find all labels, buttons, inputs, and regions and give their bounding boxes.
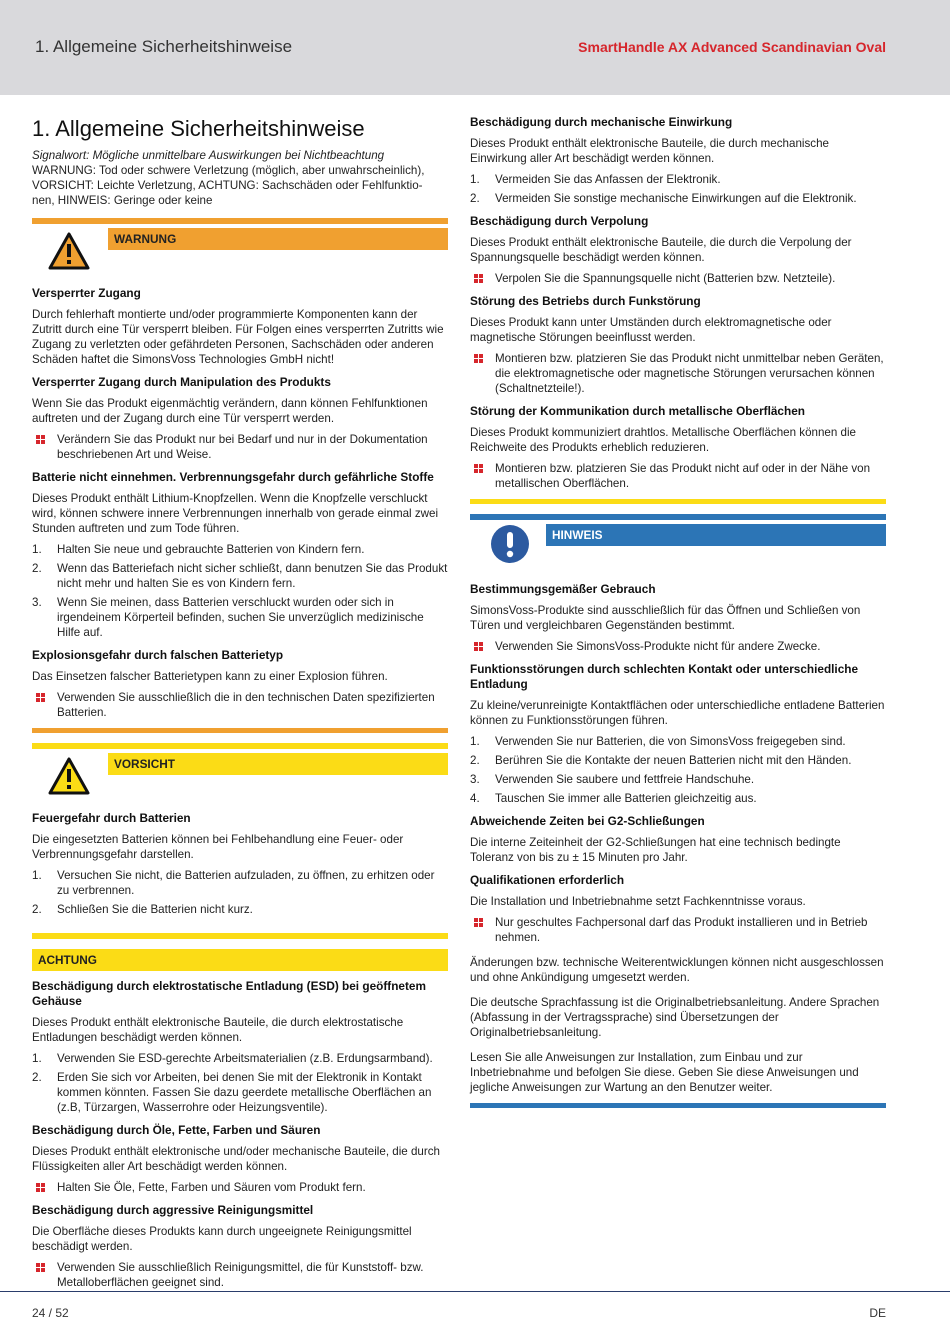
numbered-item: 1. Verwenden Sie ESD-gerechte Arbeitsmaterialien (z.B. Erdungsarmband).	[32, 1052, 433, 1065]
bullet-text: Verwenden Sie SimonsVoss-Produkte nicht für andere Zwecke.	[495, 640, 821, 653]
bullet-text: Halten Sie Öle, Fette, Farben und Säuren vom Produkt fern.	[57, 1181, 366, 1194]
numbered-item: 1. Vermeiden Sie das Anfassen der Elektronik.	[470, 173, 721, 186]
section-heading: Funktionsstörungen durch schlechten Kontakt oder unterschiedliche Entladung	[470, 662, 859, 691]
numbered-text: Vermeiden Sie sonstige mechanische Einwirkungen auf die Elektronik.	[495, 192, 857, 205]
numbered-text: Halten Sie neue und gebrauchte Batterien von Kindern fern.	[57, 543, 365, 556]
right-column	[470, 112, 886, 1118]
numbered-text: Vermeiden Sie das Anfassen der Elektronik.	[495, 173, 721, 186]
numbered-item: 1. Versuchen Sie nicht, die Batterien aufzuladen, zu öffnen, zu erhitzen oder zu verbrennen.	[32, 869, 435, 897]
intro-line-1: WARNUNG: Tod oder schwere Verletzung (möglich, aber unwahrscheinlich),	[32, 164, 425, 177]
paragraph: Lesen Sie alle Anweisungen zur Installation, zum Einbau und zur Inbetriebnahme und befolgen Sie diese. Geben Sie diese Anweisungen und jegliche Anweisungen zur Wartung an den Benutzer weiter.	[470, 1051, 859, 1094]
bullet-text: Verwenden Sie ausschließlich Reinigungsmittel, die für Kunststoff- bzw. Metalloberflächen geeignet sind.	[57, 1261, 424, 1289]
section-heading: Störung des Betriebs durch Funkstörung	[470, 294, 701, 308]
bullet-text: Nur geschultes Fachpersonal darf das Produkt installieren und in Betrieb nehmen.	[495, 916, 868, 944]
section-text: Dieses Produkt kann unter Umständen durch elektromagnetische oder magnetische Störungen beeinflusst werden.	[470, 316, 832, 344]
exclamation-circle-icon	[490, 524, 530, 564]
warning-box	[32, 218, 448, 278]
warning-end-bar	[32, 728, 448, 733]
section-heading: Beschädigung durch elektrostatische Entladung (ESD) bei geöffnetem Gehäuse	[32, 979, 426, 1008]
warning-triangle-icon	[48, 232, 90, 270]
caution-box	[32, 743, 448, 803]
bullet-grid-icon	[474, 274, 483, 283]
numbered-text: Wenn das Batteriefach nicht sicher schließt, dann benutzen Sie das Produkt nicht mehr und halten Sie es von Kindern fern.	[57, 562, 448, 590]
page-title: 1. Allgemeine Sicherheitshinweise	[32, 116, 365, 141]
numbered-text: Verwenden Sie ESD-gerechte Arbeitsmaterialien (z.B. Erdungsarmband).	[57, 1052, 433, 1065]
numbered-text: Tauschen Sie immer alle Batterien gleichzeitig aus.	[495, 792, 757, 805]
bullet-text: Montieren bzw. platzieren Sie das Produkt nicht auf oder in der Nähe von metallischen Oberflächen.	[495, 462, 871, 490]
bullet-grid-icon	[36, 1263, 45, 1272]
numbered-item: 2. Vermeiden Sie sonstige mechanische Einwirkungen auf die Elektronik.	[470, 192, 857, 205]
numbered-text: Verwenden Sie nur Batterien, die von SimonsVoss freigegeben sind.	[495, 735, 846, 748]
bullet-text: Verpolen Sie die Spannungsquelle nicht (Batterien bzw. Netzteile).	[495, 272, 836, 285]
section-text: Die Oberfläche dieses Produkts kann durch ungeeignete Reinigungsmittel beschädigt werden.	[32, 1225, 412, 1253]
attention-label: ACHTUNG	[32, 949, 448, 971]
paragraph: Die deutsche Sprachfassung ist die Originalbetriebsanleitung. Andere Sprachen (Abfassung in der Vertragssprache) sind Übersetzungen der Originalbetriebsanleitung.	[470, 996, 880, 1039]
intro-signal: Signalwort: Mögliche unmittelbare Auswirkungen bei Nichtbeachtung	[32, 149, 385, 162]
header-product: SmartHandle AX Advanced Scandinavian Oval	[578, 39, 886, 55]
caution-label: VORSICHT	[108, 753, 448, 775]
section-text: Das Einsetzen falscher Batterietypen kann zu einer Explosion führen.	[32, 670, 388, 683]
numbered-text: Wenn Sie meinen, dass Batterien verschluckt wurden oder sich in irgendeinem Körperteil befinden, suchen Sie unverzüglich medizinische Hilfe auf.	[57, 596, 424, 639]
numbered-item: 2. Berühren Sie die Kontakte der neuen Batterien nicht mit den Händen.	[470, 754, 852, 767]
numbered-item: 4. Tauschen Sie immer alle Batterien gleichzeitig aus.	[470, 792, 757, 805]
intro-line-2: VORSICHT: Leichte Verletzung, ACHTUNG: Sachschäden oder Fehlfunktio-	[32, 179, 423, 192]
section-text: Dieses Produkt enthält elektronische Bauteile, die durch elektrostatische Entladungen beschädigt werden können.	[32, 1016, 404, 1044]
warning-triangle-icon	[48, 757, 90, 795]
left-column	[32, 112, 448, 1295]
paragraph: Änderungen bzw. technische Weiterentwicklungen können nicht ausgeschlossen und ohne Ankündigung umgesetzt werden.	[470, 956, 884, 984]
notice-box	[470, 514, 886, 574]
page-header	[0, 0, 950, 95]
attention-end-bar	[470, 499, 886, 504]
numbered-item: 2. Schließen Sie die Batterien nicht kurz.	[32, 903, 253, 916]
section-text: Die interne Zeiteinheit der G2-Schließungen hat eine technisch bedingte Toleranz von bis zu ± 15 Minuten pro Jahr.	[470, 836, 841, 864]
section-text: Dieses Produkt kommuniziert drahtlos. Metallische Oberflächen können die Reichweite des Produkts erheblich reduzieren.	[470, 426, 857, 454]
section-text: Wenn Sie das Produkt eigenmächtig verändern, dann können Fehlfunktionen auftreten und der Zugang durch eine Tür versperrt werden.	[32, 397, 428, 425]
bullet-grid-icon	[474, 464, 483, 473]
bullet-grid-icon	[36, 693, 45, 702]
bullet-grid-icon	[36, 435, 45, 444]
notice-end-bar	[470, 1103, 886, 1108]
numbered-item: 2. Wenn das Batteriefach nicht sicher schließt, dann benutzen Sie das Produkt nicht mehr und halten Sie es von Kindern fern.	[32, 562, 448, 590]
section-heading: Versperrter Zugang	[32, 286, 141, 300]
page-number: 24 / 52	[32, 1306, 69, 1320]
section-heading: Versperrter Zugang durch Manipulation des Produkts	[32, 375, 331, 389]
bullet-grid-icon	[474, 354, 483, 363]
section-text: SimonsVoss-Produkte sind ausschließlich für das Öffnen und Schließen von Türen und vergleichbaren Gegenständen bestimmt.	[470, 604, 861, 632]
section-heading: Bestimmungsgemäßer Gebrauch	[470, 582, 656, 596]
numbered-item: 2. Erden Sie sich vor Arbeiten, bei denen Sie mit der Elektronik in Kontakt kommen könnten. Fassen Sie dazu geerdete metallische Oberflächen an (z.B, Türzargen, Wasserrohre oder Heizungsventile).	[32, 1071, 432, 1114]
bullet-text: Montieren bzw. platzieren Sie das Produkt nicht unmittelbar neben Geräten, die elektromagnetische oder magnetische Störungen verursachen können (Schaltnetzteile!).	[495, 352, 884, 395]
section-text: Dieses Produkt enthält elektronische und/oder mechanische Bauteile, die durch Flüssigkeiten aller Art beschädigt werden können.	[32, 1145, 440, 1173]
bullet-grid-icon	[474, 918, 483, 927]
intro-line-3: nen, HINWEIS: Geringe oder keine	[32, 194, 213, 207]
numbered-text: Berühren Sie die Kontakte der neuen Batterien nicht mit den Händen.	[495, 754, 852, 767]
section-heading: Beschädigung durch Verpolung	[470, 214, 649, 228]
numbered-item: 3. Verwenden Sie saubere und fettfreie Handschuhe.	[470, 773, 755, 786]
header-chapter: 1. Allgemeine Sicherheitshinweise	[35, 37, 293, 56]
numbered-text: Versuchen Sie nicht, die Batterien aufzuladen, zu öffnen, zu erhitzen oder zu verbrennen.	[57, 869, 435, 897]
section-heading: Beschädigung durch aggressive Reinigungsmittel	[32, 1203, 314, 1217]
language-code: DE	[869, 1306, 886, 1320]
bullet-text: Verwenden Sie ausschließlich die in den technischen Daten spezifizierten Batterien.	[57, 691, 435, 719]
section-heading: Beschädigung durch Öle, Fette, Farben und Säuren	[32, 1123, 321, 1137]
numbered-text: Erden Sie sich vor Arbeiten, bei denen Sie mit der Elektronik in Kontakt kommen könnten. Fassen Sie dazu geerdete metallische Oberflächen an (z.B, Türzargen, Wasserrohre oder Heizungsventile).	[57, 1071, 432, 1114]
section-heading: Störung der Kommunikation durch metallische Oberflächen	[470, 404, 805, 418]
section-text: Zu kleine/verunreinigte Kontaktflächen oder unterschiedliche entladene Batterien können zu Funktionsstörungen führen.	[470, 699, 885, 727]
numbered-item: 1. Verwenden Sie nur Batterien, die von SimonsVoss freigegeben sind.	[470, 735, 846, 748]
footer-divider	[0, 1291, 950, 1292]
section-heading: Batterie nicht einnehmen. Verbrennungsgefahr durch gefährliche Stoffe	[32, 470, 434, 484]
section-text: Dieses Produkt enthält Lithium-Knopfzellen. Wenn die Knopfzelle verschluckt wird, können schwere innere Verbrennungen innerhalb von gerade einmal zwei Stunden auftreten und zum Tode führen.	[32, 492, 439, 535]
bullet-item	[32, 432, 448, 462]
bullet-grid-icon	[36, 1183, 45, 1192]
intro-block	[32, 148, 448, 208]
bullet-text: Verändern Sie das Produkt nur bei Bedarf und nur in der Dokumentation beschriebenen Art und Weise.	[57, 433, 428, 461]
numbered-item: 3. Wenn Sie meinen, dass Batterien verschluckt wurden oder sich in irgendeinem Körperteil befinden, suchen Sie unverzüglich medizinische Hilfe auf.	[32, 596, 424, 639]
warning-label: WARNUNG	[108, 228, 448, 250]
section-text: Dieses Produkt enthält elektronische Bauteile, die durch mechanische Einwirkung aller Art beschädigt werden können.	[470, 137, 829, 165]
bullet-item	[470, 461, 886, 491]
bullet-grid-icon	[474, 642, 483, 651]
bullet-item	[32, 1260, 448, 1290]
bullet-item	[32, 1180, 448, 1195]
numbered-text: Schließen Sie die Batterien nicht kurz.	[57, 903, 253, 916]
section-heading: Qualifikationen erforderlich	[470, 873, 625, 887]
section-heading: Explosionsgefahr durch falschen Batterietyp	[32, 648, 284, 662]
bullet-item	[470, 351, 886, 396]
bullet-item	[470, 271, 886, 286]
section-heading: Feuergefahr durch Batterien	[32, 811, 191, 825]
section-heading: Abweichende Zeiten bei G2-Schließungen	[470, 814, 705, 828]
numbered-text: Verwenden Sie saubere und fettfreie Handschuhe.	[495, 773, 755, 786]
section-text: Durch fehlerhaft montierte und/oder programmierte Komponenten kann der Zutritt durch eine Tür versperrt bleiben. Für Folgen eines versperrten Zutritts wie Zugang zu verletzten oder gefährdeten Personen, Sachschäden oder anderen Schäden haftet die SimonsVoss Technologies GmbH nicht!	[32, 308, 444, 366]
bullet-item	[470, 915, 886, 945]
numbered-item: 1. Halten Sie neue und gebrauchte Batterien von Kindern fern.	[32, 543, 365, 556]
notice-label: HINWEIS	[546, 524, 886, 546]
section-text: Die Installation und Inbetriebnahme setzt Fachkenntnisse voraus.	[470, 895, 806, 908]
section-heading: Beschädigung durch mechanische Einwirkung	[470, 115, 733, 129]
bullet-item	[32, 690, 448, 720]
bullet-item	[470, 639, 886, 654]
section-text: Die eingesetzten Batterien können bei Fehlbehandlung eine Feuer- oder Verbrennungsgefahr darstellen.	[32, 833, 404, 861]
attention-box	[32, 933, 448, 971]
section-text: Dieses Produkt enthält elektronische Bauteile, die durch die Verpolung der Spannungsquelle beschädigt werden können.	[470, 236, 852, 264]
